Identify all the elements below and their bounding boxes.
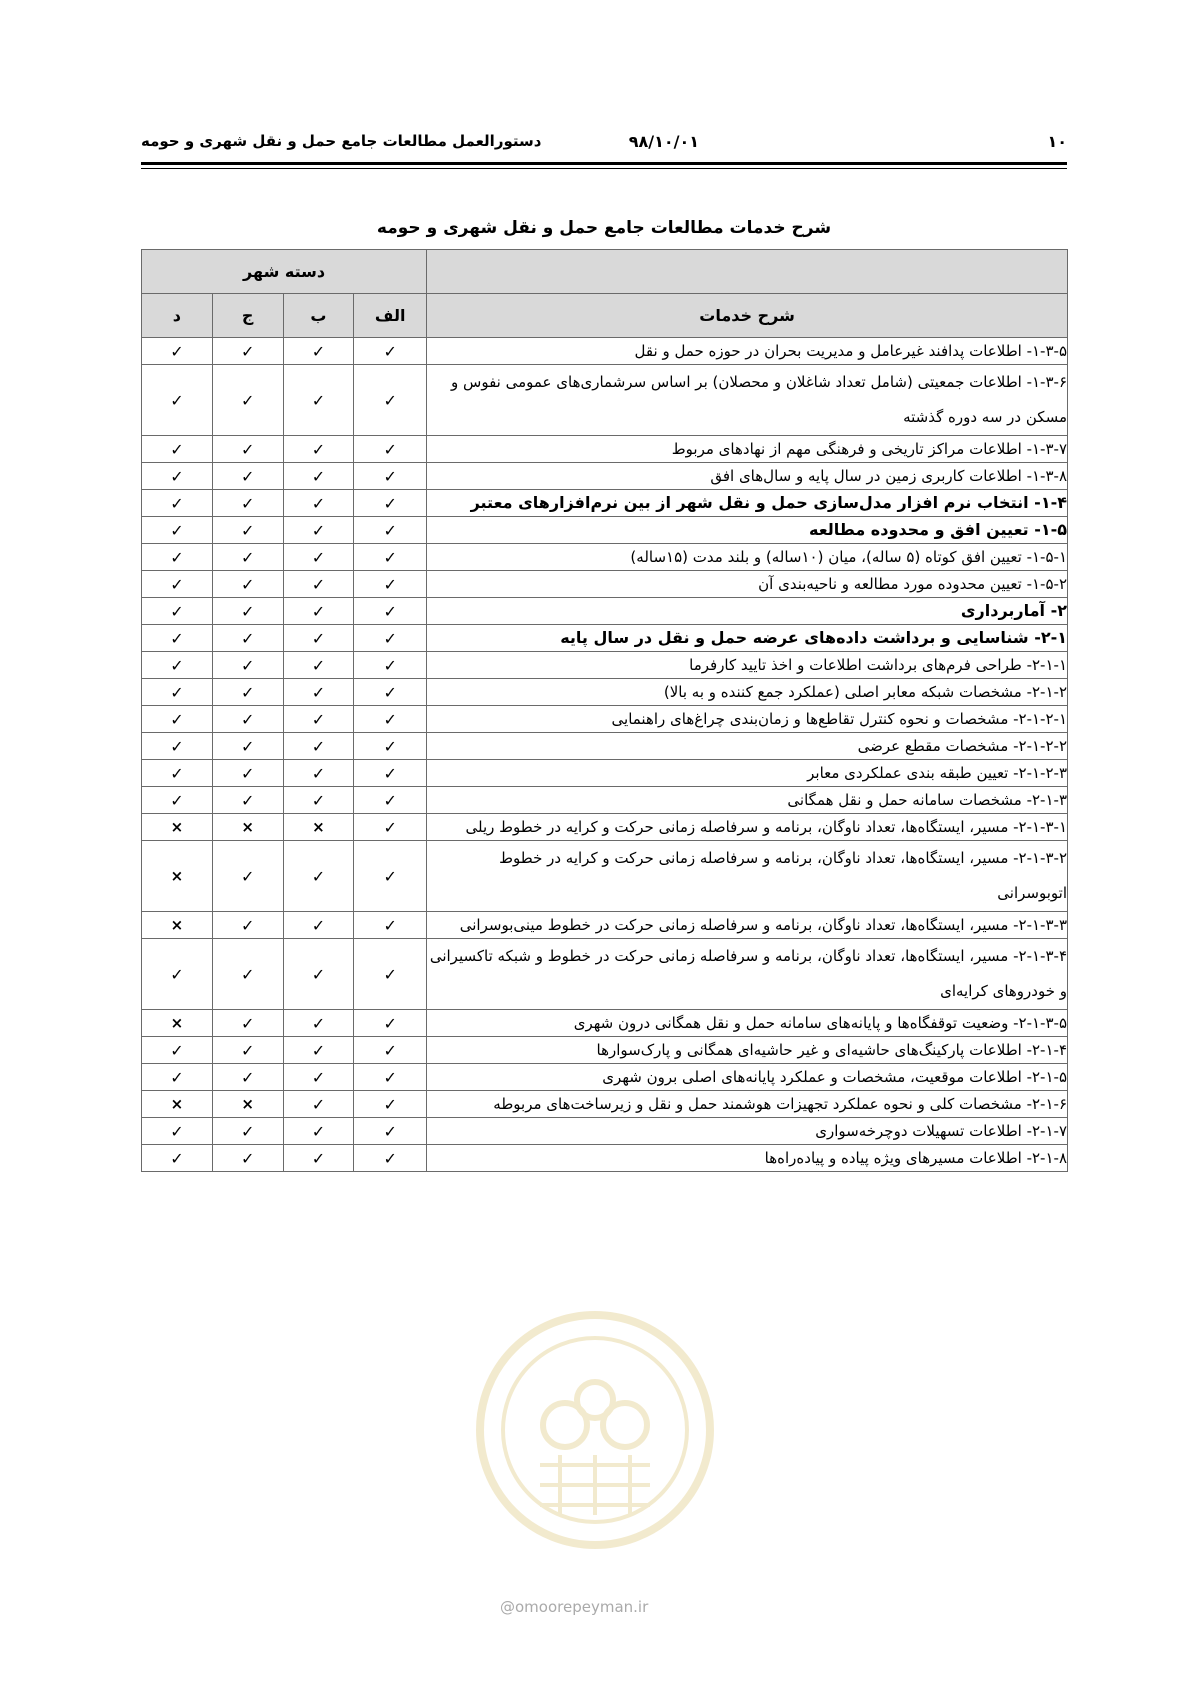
table-row (142, 571, 1068, 598)
table-row (142, 625, 1068, 652)
description-header-blank (427, 250, 1068, 294)
service-description: ۲-۱-۲- مشخصات شبکه معابر اصلی (عملکرد جمع کننده و به بالا) (427, 679, 1068, 706)
check-mark-icon-jim: ✓ (212, 598, 283, 625)
check-mark-icon-jim: ✓ (212, 760, 283, 787)
table-body (142, 338, 1068, 1172)
service-description: ۱-۵-۱- تعیین افق کوتاه (۵ ساله)، میان (۱۰ساله) و بلند مدت (۱۵ساله) (427, 544, 1068, 571)
check-mark-icon-dal: ✓ (142, 706, 213, 733)
check-mark-icon-be: ✓ (283, 652, 354, 679)
check-mark-icon-be: ✓ (283, 1118, 354, 1145)
check-mark-icon-dal: ✓ (142, 760, 213, 787)
check-mark-icon-dal: ✓ (142, 1145, 213, 1172)
watermark-site: @omoorepeyman.ir (500, 1598, 649, 1616)
check-mark-icon-alef: ✓ (354, 706, 427, 733)
check-mark-icon-alef: ✓ (354, 436, 427, 463)
check-mark-icon-alef: ✓ (354, 733, 427, 760)
table-row (142, 706, 1068, 733)
check-mark-icon-jim: ✓ (212, 544, 283, 571)
check-mark-icon-alef: ✓ (354, 463, 427, 490)
check-mark-icon-jim: ✓ (212, 1118, 283, 1145)
cross-mark-icon-be: × (283, 814, 354, 841)
check-mark-icon-jim: ✓ (212, 338, 283, 365)
check-mark-icon-dal: ✓ (142, 787, 213, 814)
check-mark-icon-dal: ✓ (142, 679, 213, 706)
check-mark-icon-jim: ✓ (212, 436, 283, 463)
check-mark-icon-dal: ✓ (142, 517, 213, 544)
service-description: ۱-۳-۸- اطلاعات کاربری زمین در سال پایه و سال‌های افق (427, 463, 1068, 490)
check-mark-icon-jim: ✓ (212, 1145, 283, 1172)
cross-mark-icon-dal: × (142, 814, 213, 841)
table-row (142, 841, 1068, 912)
table-row (142, 1010, 1068, 1037)
check-mark-icon-be: ✓ (283, 490, 354, 517)
check-mark-icon-jim: ✓ (212, 1010, 283, 1037)
check-mark-icon-be: ✓ (283, 338, 354, 365)
cross-mark-icon-dal: × (142, 841, 213, 912)
table-row (142, 679, 1068, 706)
check-mark-icon-jim: ✓ (212, 733, 283, 760)
check-mark-icon-jim: ✓ (212, 625, 283, 652)
check-mark-icon-be: ✓ (283, 625, 354, 652)
check-mark-icon-jim: ✓ (212, 912, 283, 939)
check-mark-icon-dal: ✓ (142, 1037, 213, 1064)
service-description: ۲-۱-۱- طراحی فرم‌های برداشت اطلاعات و اخذ تایید کارفرما (427, 652, 1068, 679)
check-mark-icon-dal: ✓ (142, 571, 213, 598)
check-mark-icon-jim: ✓ (212, 841, 283, 912)
check-mark-icon-alef: ✓ (354, 939, 427, 1010)
table-row (142, 733, 1068, 760)
service-description: ۱-۳-۵- اطلاعات پدافند غیرعامل و مدیریت بحران در حوزه حمل و نقل (427, 338, 1068, 365)
cross-mark-icon-jim: × (212, 1091, 283, 1118)
service-description: ۲-۱-۵- اطلاعات موقعیت، مشخصات و عملکرد پایانه‌های اصلی برون شهری (427, 1064, 1068, 1091)
service-description: ۱-۴- انتخاب نرم افزار مدل‌سازی حمل و نقل شهر از بین نرم‌افزارهای معتبر (427, 490, 1068, 517)
check-mark-icon-alef: ✓ (354, 760, 427, 787)
city-group-header: دسته شهر (142, 250, 427, 294)
check-mark-icon-be: ✓ (283, 733, 354, 760)
table-row (142, 1091, 1068, 1118)
check-mark-icon-jim: ✓ (212, 706, 283, 733)
service-description: ۲-۱-۳-۳- مسیر، ایستگاه‌ها، تعداد ناوگان، برنامه و سرفاصله زمانی حرکت در خطوط مینی‌بوسرانی (427, 912, 1068, 939)
table-row (142, 463, 1068, 490)
table-row (142, 787, 1068, 814)
description-header: شرح خدمات (427, 294, 1068, 338)
table-row (142, 912, 1068, 939)
service-description: ۲-۱-۲-۲- مشخصات مقطع عرضی (427, 733, 1068, 760)
table-row (142, 1145, 1068, 1172)
check-mark-icon-dal: ✓ (142, 733, 213, 760)
check-mark-icon-jim: ✓ (212, 679, 283, 706)
service-description: ۱-۳-۷- اطلاعات مراکز تاریخی و فرهنگی مهم از نهادهای مربوط (427, 436, 1068, 463)
check-mark-icon-jim: ✓ (212, 490, 283, 517)
service-description: ۱-۳-۶- اطلاعات جمعیتی (شامل تعداد شاغلان و محصلان) بر اساس سرشماری‌های عمومی نفوس و مسکن در سه دوره گذشته (427, 365, 1068, 436)
check-mark-icon-dal: ✓ (142, 1118, 213, 1145)
header-date: ۹۸/۱۰/۰۱ (628, 132, 699, 151)
check-mark-icon-alef: ✓ (354, 598, 427, 625)
check-mark-icon-be: ✓ (283, 787, 354, 814)
check-mark-icon-alef: ✓ (354, 571, 427, 598)
table-title: شرح خدمات مطالعات جامع حمل و نقل شهری و حومه (376, 218, 832, 238)
check-mark-icon-alef: ✓ (354, 490, 427, 517)
check-mark-icon-alef: ✓ (354, 679, 427, 706)
check-mark-icon-jim: ✓ (212, 365, 283, 436)
check-mark-icon-alef: ✓ (354, 365, 427, 436)
check-mark-icon-alef: ✓ (354, 1064, 427, 1091)
table-row (142, 1064, 1068, 1091)
table-row (142, 436, 1068, 463)
check-mark-icon-dal: ✓ (142, 598, 213, 625)
check-mark-icon-be: ✓ (283, 760, 354, 787)
service-description: ۲-۱- شناسایی و برداشت داده‌های عرضه حمل و نقل در سال پایه (427, 625, 1068, 652)
cross-mark-icon-dal: × (142, 912, 213, 939)
check-mark-icon-dal: ✓ (142, 365, 213, 436)
column-header-jim: ج (212, 294, 283, 338)
table-row (142, 760, 1068, 787)
table-row (142, 517, 1068, 544)
check-mark-icon-alef: ✓ (354, 1037, 427, 1064)
check-mark-icon-jim: ✓ (212, 787, 283, 814)
column-header-dal: د (142, 294, 213, 338)
check-mark-icon-alef: ✓ (354, 652, 427, 679)
table-row (142, 365, 1068, 436)
check-mark-icon-be: ✓ (283, 517, 354, 544)
table-row (142, 939, 1068, 1010)
check-mark-icon-be: ✓ (283, 571, 354, 598)
check-mark-icon-alef: ✓ (354, 912, 427, 939)
service-description: ۲-۱-۳-۱- مسیر، ایستگاه‌ها، تعداد ناوگان، برنامه و سرفاصله زمانی حرکت و کرایه در خطوط ریلی (427, 814, 1068, 841)
check-mark-icon-alef: ✓ (354, 625, 427, 652)
table-row (142, 1037, 1068, 1064)
service-description: ۲-۱-۳-۲- مسیر، ایستگاه‌ها، تعداد ناوگان، برنامه و سرفاصله زمانی حرکت و کرایه در خطوط اتوبوسرانی (427, 841, 1068, 912)
check-mark-icon-be: ✓ (283, 1037, 354, 1064)
cross-mark-icon-dal: × (142, 1010, 213, 1037)
header-rule-thick (141, 162, 1067, 165)
check-mark-icon-be: ✓ (283, 841, 354, 912)
check-mark-icon-be: ✓ (283, 544, 354, 571)
check-mark-icon-dal: ✓ (142, 939, 213, 1010)
service-description: ۱-۵- تعیین افق و محدوده مطالعه (427, 517, 1068, 544)
check-mark-icon-be: ✓ (283, 463, 354, 490)
check-mark-icon-alef: ✓ (354, 544, 427, 571)
check-mark-icon-dal: ✓ (142, 1064, 213, 1091)
cross-mark-icon-dal: × (142, 1091, 213, 1118)
column-header-alef: الف (354, 294, 427, 338)
check-mark-icon-dal: ✓ (142, 436, 213, 463)
table-row (142, 598, 1068, 625)
check-mark-icon-be: ✓ (283, 1064, 354, 1091)
check-mark-icon-dal: ✓ (142, 544, 213, 571)
check-mark-icon-alef: ✓ (354, 1118, 427, 1145)
check-mark-icon-alef: ✓ (354, 1091, 427, 1118)
service-description: ۲-۱-۶- مشخصات کلی و نحوه عملکرد تجهیزات هوشمند حمل و نقل و زیرساخت‌های مربوطه (427, 1091, 1068, 1118)
watermark-seal (470, 1305, 720, 1555)
check-mark-icon-alef: ✓ (354, 841, 427, 912)
check-mark-icon-alef: ✓ (354, 814, 427, 841)
check-mark-icon-be: ✓ (283, 436, 354, 463)
service-description: ۲-۱-۴- اطلاعات پارکینگ‌های حاشیه‌ای و غیر حاشیه‌ای همگانی و پارک‌سوارها (427, 1037, 1068, 1064)
check-mark-icon-alef: ✓ (354, 787, 427, 814)
check-mark-icon-be: ✓ (283, 1091, 354, 1118)
check-mark-icon-dal: ✓ (142, 625, 213, 652)
check-mark-icon-jim: ✓ (212, 517, 283, 544)
page-number: ۱۰ (1047, 132, 1067, 151)
check-mark-icon-dal: ✓ (142, 652, 213, 679)
service-description: ۲-۱-۸- اطلاعات مسیرهای ویژه پیاده و پیاده‌راه‌ها (427, 1145, 1068, 1172)
cross-mark-icon-jim: × (212, 814, 283, 841)
check-mark-icon-be: ✓ (283, 1145, 354, 1172)
check-mark-icon-be: ✓ (283, 365, 354, 436)
table-row (142, 338, 1068, 365)
service-description: ۲-۱-۲-۳- تعیین طبقه بندی عملکردی معابر (427, 760, 1068, 787)
check-mark-icon-jim: ✓ (212, 571, 283, 598)
check-mark-icon-jim: ✓ (212, 652, 283, 679)
check-mark-icon-alef: ✓ (354, 1010, 427, 1037)
check-mark-icon-dal: ✓ (142, 490, 213, 517)
header-rule-thin (141, 168, 1067, 169)
service-description: ۲-۱-۷- اطلاعات تسهیلات دوچرخه‌سواری (427, 1118, 1068, 1145)
table-row (142, 652, 1068, 679)
check-mark-icon-be: ✓ (283, 598, 354, 625)
service-description: ۲-۱-۲-۱- مشخصات و نحوه کنترل تقاطع‌ها و زمان‌بندی چراغ‌های راهنمایی (427, 706, 1068, 733)
check-mark-icon-be: ✓ (283, 1010, 354, 1037)
service-description: ۲- آماربرداری (427, 598, 1068, 625)
check-mark-icon-jim: ✓ (212, 939, 283, 1010)
service-description: ۱-۵-۲- تعیین محدوده مورد مطالعه و ناحیه‌بندی آن (427, 571, 1068, 598)
check-mark-icon-alef: ✓ (354, 1145, 427, 1172)
check-mark-icon-alef: ✓ (354, 338, 427, 365)
column-header-be: ب (283, 294, 354, 338)
table-row (142, 544, 1068, 571)
service-description: ۲-۱-۳- مشخصات سامانه حمل و نقل همگانی (427, 787, 1068, 814)
service-description: ۲-۱-۳-۴- مسیر، ایستگاه‌ها، تعداد ناوگان، برنامه و سرفاصله زمانی حرکت در خطوط و شبکه تاکسیرانی و خودروهای کرایه‌ای (427, 939, 1068, 1010)
header-document-title: دستورالعمل مطالعات جامع حمل و نقل شهری و حومه (141, 132, 542, 150)
check-mark-icon-alef: ✓ (354, 517, 427, 544)
check-mark-icon-be: ✓ (283, 939, 354, 1010)
check-mark-icon-dal: ✓ (142, 463, 213, 490)
table-row (142, 1118, 1068, 1145)
check-mark-icon-jim: ✓ (212, 463, 283, 490)
services-table (141, 249, 1068, 1172)
check-mark-icon-dal: ✓ (142, 338, 213, 365)
check-mark-icon-jim: ✓ (212, 1064, 283, 1091)
check-mark-icon-be: ✓ (283, 679, 354, 706)
check-mark-icon-be: ✓ (283, 912, 354, 939)
page-header (141, 128, 1067, 164)
check-mark-icon-be: ✓ (283, 706, 354, 733)
table-row (142, 814, 1068, 841)
check-mark-icon-jim: ✓ (212, 1037, 283, 1064)
service-description: ۲-۱-۳-۵- وضعیت توقفگاه‌ها و پایانه‌های سامانه حمل و نقل همگانی درون شهری (427, 1010, 1068, 1037)
table-row (142, 490, 1068, 517)
